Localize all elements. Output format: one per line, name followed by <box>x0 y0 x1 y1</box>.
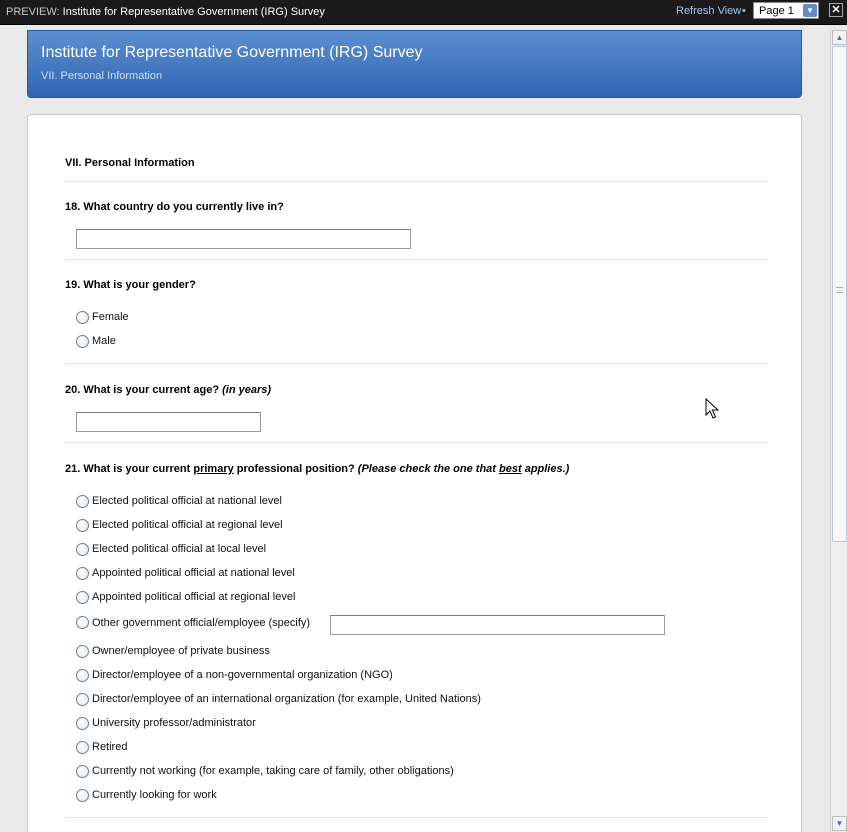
survey-header <box>27 30 802 98</box>
preview-survey-name: Institute for Representative Government (IRG) Survey <box>62 6 325 18</box>
separator-dot: • <box>742 5 746 17</box>
position-option-4[interactable]: Appointed political official at regional level <box>92 591 296 603</box>
country-input[interactable] <box>76 229 411 249</box>
page-select-value: Page 1 <box>759 5 794 17</box>
position-radio-5[interactable] <box>76 616 89 629</box>
position-option-8[interactable]: Director/employee of an international organization (for example, United Nations) <box>92 693 481 705</box>
survey-title: Institute for Representative Government (IRG) Survey <box>41 44 423 61</box>
arrow-down-icon[interactable]: ▼ <box>832 816 847 831</box>
survey-subtitle: VII. Personal Information <box>41 70 163 82</box>
position-option-3[interactable]: Appointed political official at national level <box>92 567 295 579</box>
question-21-hint-b: applies.) <box>521 463 570 475</box>
question-21-hint-a: (Please check the one that <box>357 463 500 475</box>
preview-prefix: PREVIEW: <box>6 6 60 18</box>
divider <box>65 442 768 443</box>
question-21-text-primary: primary <box>193 463 234 475</box>
divider <box>65 817 768 818</box>
position-option-5[interactable]: Other government official/employee (specify) <box>92 617 311 629</box>
age-input[interactable] <box>76 412 261 432</box>
question-20-label <box>65 384 271 396</box>
close-icon[interactable]: ✕ <box>829 3 843 17</box>
position-radio-7[interactable] <box>76 669 89 682</box>
arrow-up-icon[interactable]: ▲ <box>832 30 847 45</box>
position-option-0[interactable]: Elected political official at national level <box>92 495 282 507</box>
position-radio-6[interactable] <box>76 645 89 658</box>
preview-bar <box>0 0 847 25</box>
position-radio-8[interactable] <box>76 693 89 706</box>
position-radio-4[interactable] <box>76 591 89 604</box>
refresh-view-link[interactable]: Refresh View <box>676 5 742 17</box>
grip-icon <box>836 287 843 293</box>
position-option-2[interactable]: Elected political official at local level <box>92 543 267 555</box>
position-radio-10[interactable] <box>76 741 89 754</box>
position-radio-0[interactable] <box>76 495 89 508</box>
scrollbar-thumb[interactable] <box>832 46 847 542</box>
question-21-text-a: 21. What is your current <box>65 463 194 475</box>
position-radio-11[interactable] <box>76 765 89 778</box>
question-21-text-b: professional position? <box>233 463 358 475</box>
mouse-pointer-icon <box>705 398 719 420</box>
question-21-label <box>65 463 569 475</box>
position-option-7[interactable]: Director/employee of a non-governmental organization (NGO) <box>92 669 393 681</box>
divider <box>65 259 768 260</box>
specify-input[interactable] <box>330 615 665 635</box>
question-21-hint-best: best <box>499 463 522 475</box>
section-title: VII. Personal Information <box>65 157 195 169</box>
position-radio-12[interactable] <box>76 789 89 802</box>
position-radio-1[interactable] <box>76 519 89 532</box>
page-select[interactable] <box>753 2 819 19</box>
divider <box>65 181 768 182</box>
position-option-12[interactable]: Currently looking for work <box>92 789 217 801</box>
question-19-label: 19. What is your gender? <box>65 279 196 291</box>
position-option-9[interactable]: University professor/administrator <box>92 717 256 729</box>
vertical-scrollbar[interactable] <box>830 30 847 832</box>
gender-male-radio[interactable] <box>76 335 89 348</box>
position-radio-9[interactable] <box>76 717 89 730</box>
question-20-hint: (in years) <box>222 384 272 396</box>
survey-panel <box>27 114 802 832</box>
question-20-text: 20. What is your current age? <box>65 384 220 396</box>
position-option-11[interactable]: Currently not working (for example, taking care of family, other obligations) <box>92 765 454 777</box>
preview-title <box>6 6 325 18</box>
position-radio-3[interactable] <box>76 567 89 580</box>
position-option-10[interactable]: Retired <box>92 741 128 753</box>
gender-female-radio[interactable] <box>76 311 89 324</box>
position-option-1[interactable]: Elected political official at regional level <box>92 519 283 531</box>
gender-male-label[interactable]: Male <box>92 335 116 347</box>
question-18-label: 18. What country do you currently live in? <box>65 201 284 213</box>
gender-female-label[interactable]: Female <box>92 311 129 323</box>
position-option-6[interactable]: Owner/employee of private business <box>92 645 270 657</box>
chevron-down-icon[interactable]: ▼ <box>803 4 817 17</box>
position-radio-2[interactable] <box>76 543 89 556</box>
divider <box>65 363 768 364</box>
